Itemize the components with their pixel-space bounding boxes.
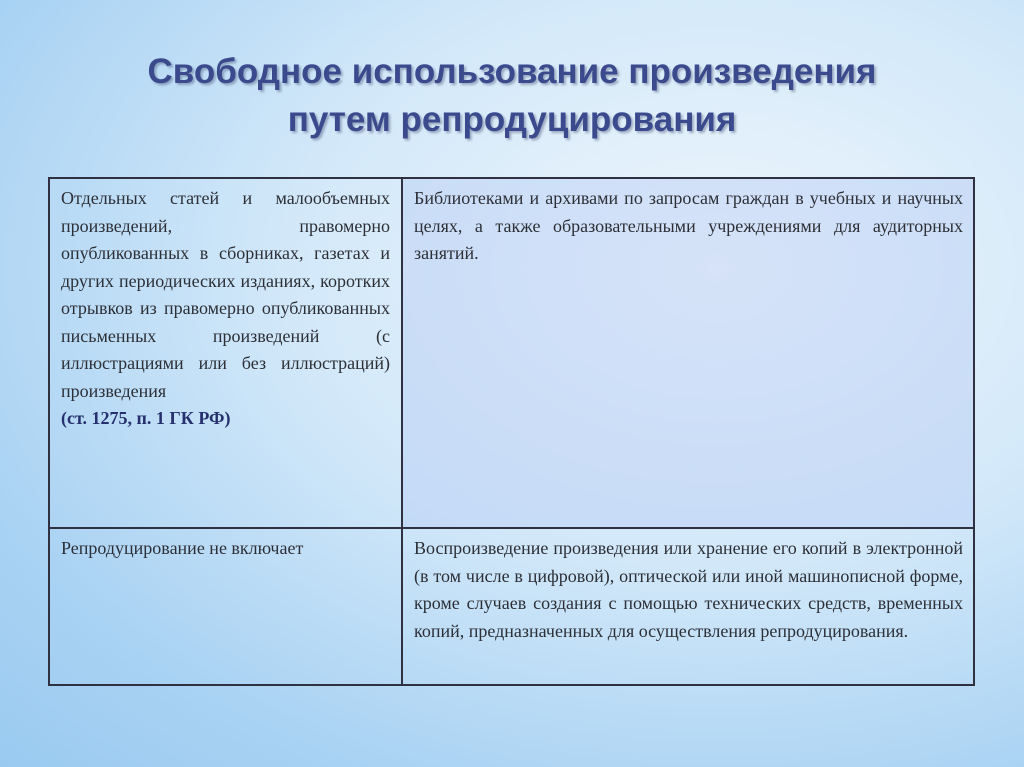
table-cell-right <box>402 528 974 685</box>
table-cell-left <box>49 528 402 685</box>
table-row <box>49 178 974 528</box>
row-1-left-text: Отдельных статей и малообъемных произведений, правомерно опубликованных в сборниках, газетах и других периодических изданиях, коротких отрывков из правомерно опубликованных письменных произведений (с иллюстрациями или без иллюстраций) произведения <box>61 188 390 401</box>
slide-title-line-2: путем репродуцирования <box>287 100 737 139</box>
row-2-right-text: Воспроизведение произведения или хранение его копий в электронной (в том числе в цифровой), оптической или иной машинописной форме, кроме случаев создания с помощью технических средств, временных копий, предназначенных для осуществления репродуцирования. <box>414 538 963 641</box>
slide-title <box>0 48 1024 144</box>
slide-title-line-1: Свободное использование произведения <box>147 52 877 91</box>
table-cell-right <box>402 178 974 528</box>
table-row <box>49 528 974 685</box>
table-cell-left <box>49 178 402 528</box>
row-1-right-text: Библиотеками и архивами по запросам граждан в учебных и научных целях, а также образовательными учреждениями для аудиторных занятий. <box>414 188 963 263</box>
article-reference: (ст. 1275, п. 1 ГК РФ) <box>61 408 231 428</box>
content-table <box>48 177 975 686</box>
row-2-left-text: Репродуцирование не включает <box>61 538 304 558</box>
